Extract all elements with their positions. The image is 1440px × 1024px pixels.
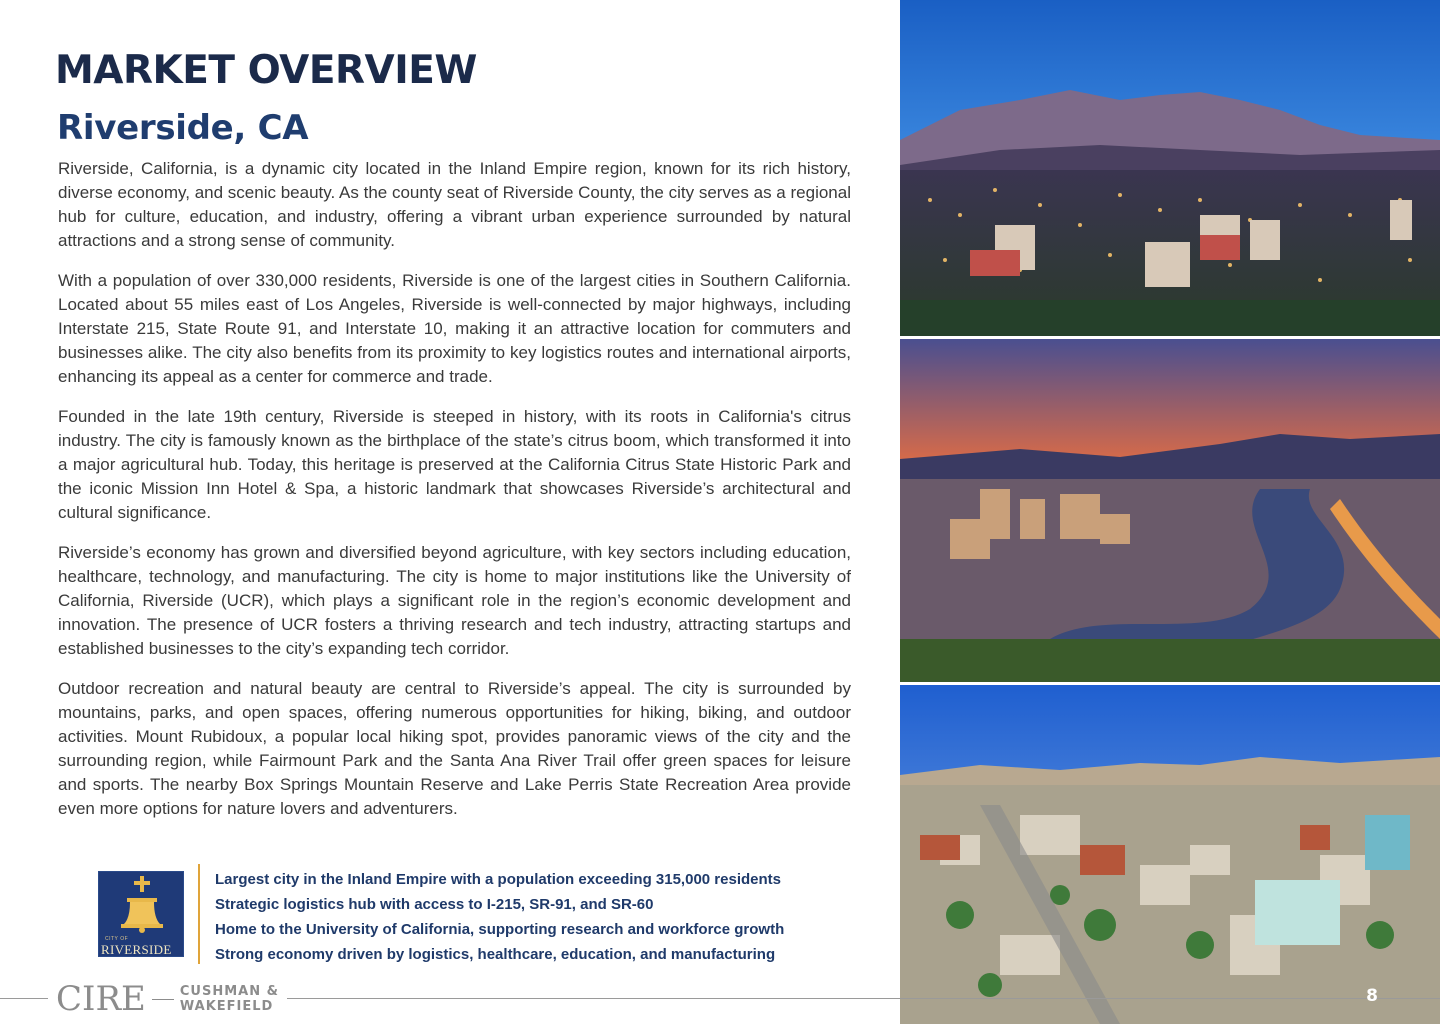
riverside-night-skyline-photo — [900, 0, 1440, 336]
body-text — [58, 157, 851, 837]
paragraph: Riverside, California, is a dynamic city located in the Inland Empire region, known for its rich history, diverse economy, and scenic beauty. As the county seat of Riverside County, the city serves as a regional hub for culture, education, and industry, offering a vibrant urban experience surrounded by natural attractions and a strong sense of community. — [58, 159, 851, 250]
page-subtitle: Riverside, CA — [57, 108, 309, 148]
bell-icon — [99, 872, 185, 936]
highlights-list — [215, 867, 784, 967]
page-number: 8 — [1366, 986, 1378, 1006]
highlight-item: Largest city in the Inland Empire with a population exceeding 315,000 residents — [215, 871, 781, 888]
highlights-box — [98, 864, 858, 964]
cw-line1: CUSHMAN & — [179, 984, 279, 999]
paragraph: With a population of over 330,000 residents, Riverside is one of the largest cities in Southern California. Located about 55 miles east of Los Angeles, Riverside is well-connected by major highways, including Interstate 215, State Route 91, and Interstate 10, making it an attractive location for commuters and businesses alike. The city also benefits from its proximity to key logistics routes and international airports, enhancing its appeal as a center for commerce and trade. — [58, 271, 851, 386]
logo-big-text: RIVERSIDE — [101, 942, 172, 957]
paragraph: Founded in the late 19th century, Riverside is steeped in history, with its roots in California's citrus industry. The city is famously known as the birthplace of the state’s citrus boom, which transformed it into a major agricultural hub. Today, this heritage is preserved at the California Citrus State Historic Park and the iconic Mission Inn Hotel & Spa, a historic landmark that showcases Riverside’s architectural and cultural significance. — [58, 407, 851, 522]
highlight-item: Home to the University of California, supporting research and workforce growth — [215, 921, 785, 938]
highlight-item: Strong economy driven by logistics, healthcare, education, and manufacturing — [215, 946, 776, 963]
photo-column — [900, 0, 1440, 1024]
cushman-wakefield-logo — [180, 984, 279, 1014]
page-title: MARKET OVERVIEW — [55, 48, 477, 93]
footer-brand — [48, 978, 287, 1020]
paragraph: Outdoor recreation and natural beauty are central to Riverside’s appeal. The city is surrounded by mountains, parks, and open spaces, offering numerous opportunities for hiking, biking, and outdoor activities. Mount Rubidoux, a popular local hiking spot, provides panoramic views of the city and the surrounding region, while Fairmount Park and the Santa Ana River Trail offer green spaces for leisure and sports. The nearby Box Springs Mountain Reserve and Lake Perris State Recreation Area provide even more options for nature lovers and adventurers. — [58, 679, 851, 818]
cire-logo: CIRE — [56, 979, 146, 1019]
cw-line2: WAKEFIELD — [179, 999, 274, 1014]
riverside-aerial-downtown-photo — [900, 685, 1440, 1024]
riverside-river-sunset-photo — [900, 339, 1440, 682]
city-of-riverside-logo — [98, 871, 184, 957]
logo-small-text: CITY OF — [105, 936, 129, 942]
accent-divider — [198, 864, 200, 964]
highlight-item: Strategic logistics hub with access to I-215, SR-91, and SR-60 — [215, 896, 654, 913]
brand-dash — [152, 999, 174, 1000]
paragraph: Riverside’s economy has grown and diversified beyond agriculture, with key sectors including education, healthcare, technology, and manufacturing. The city is home to major institutions like the University of California, Riverside (UCR), which plays a significant role in the region’s economic development and innovation. The presence of UCR fosters a thriving research and tech industry, attracting startups and established businesses to the city’s expanding tech corridor. — [58, 543, 851, 658]
